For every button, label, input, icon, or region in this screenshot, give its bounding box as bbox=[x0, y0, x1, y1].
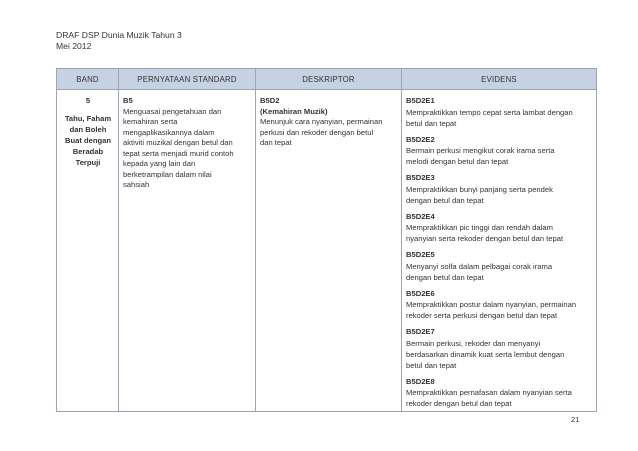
descriptor-code: B5D2 bbox=[260, 96, 280, 105]
header-descriptor: DESKRIPTOR bbox=[256, 69, 402, 90]
header-standard: PERNYATAAN STANDARD bbox=[119, 69, 256, 90]
evidence-item: B5D2E7 Bermain perkusi, rekoder dan menyanyi berdasarkan dinamik kuat serta lembut dengan betul dan tepat bbox=[406, 327, 565, 370]
band-cell bbox=[57, 90, 119, 412]
evidence-item: B5D2E3 Mempraktikkan bunyi panjang serta pendek dengan betul dan tepat bbox=[406, 173, 553, 205]
header-title: DRAF DSP Dunia Muzik Tahun 3 bbox=[56, 30, 182, 40]
header-evidence: EVIDENS bbox=[402, 69, 597, 90]
band-number: 5 bbox=[85, 96, 91, 105]
page-number: 21 bbox=[571, 415, 580, 424]
standard-code: B5 bbox=[123, 96, 133, 105]
descriptor-title: (Kemahiran Muzik) bbox=[260, 106, 328, 116]
evidence-item: B5D2E8 Mempraktikkan pernafasan dalam nyanyian serta rekoder dengan betul dan tepat bbox=[406, 376, 572, 408]
standard-text: Menguasai pengetahuan dan kemahiran serta mengaplikasikannya dalam aktiviti muzikal dengan betul dan tepat serta menjadi murid contoh kepada yang lain dan berketrampilan dalam nilai sahsiah bbox=[123, 106, 234, 189]
evidence-item: B5D2E6 Mempraktikkan postur dalam nyanyian, permainan rekoder serta perkusi dengan betul dan tepat bbox=[406, 288, 577, 320]
evidence-item: B5D2E5 Menyanyi solfa dalam pelbagai corak irama dengan betul dan tepat bbox=[406, 250, 553, 282]
evidence-item: B5D2E4 Mempraktikkan pic tinggi dan rendah dalam nyanyian serta rekoder dengan betul dan tepat bbox=[406, 211, 564, 243]
dsp-table bbox=[56, 68, 597, 412]
table-row bbox=[57, 90, 597, 412]
evidence-cell bbox=[402, 90, 597, 412]
header-date: Mei 2012 bbox=[56, 41, 92, 51]
header-band: BAND bbox=[57, 69, 119, 90]
band-label: Tahu, Faham dan Boleh Buat dengan Beradab Terpuji bbox=[64, 114, 112, 167]
table-header-row bbox=[57, 69, 597, 90]
descriptor-cell bbox=[256, 90, 402, 412]
standard-cell bbox=[119, 90, 256, 412]
descriptor-text: Menunjuk cara nyanyian, permainan perkusi dan rekoder dengan betul dan tepat bbox=[260, 117, 383, 147]
document-header bbox=[56, 30, 182, 52]
evidence-item: B5D2E2 Bermain perkusi mengikut corak irama serta melodi dengan betul dan tepat bbox=[406, 134, 555, 166]
evidence-item: B5D2E1 Mempraktikkan tempo cepat serta lambat dengan betul dan tepat bbox=[406, 96, 573, 128]
